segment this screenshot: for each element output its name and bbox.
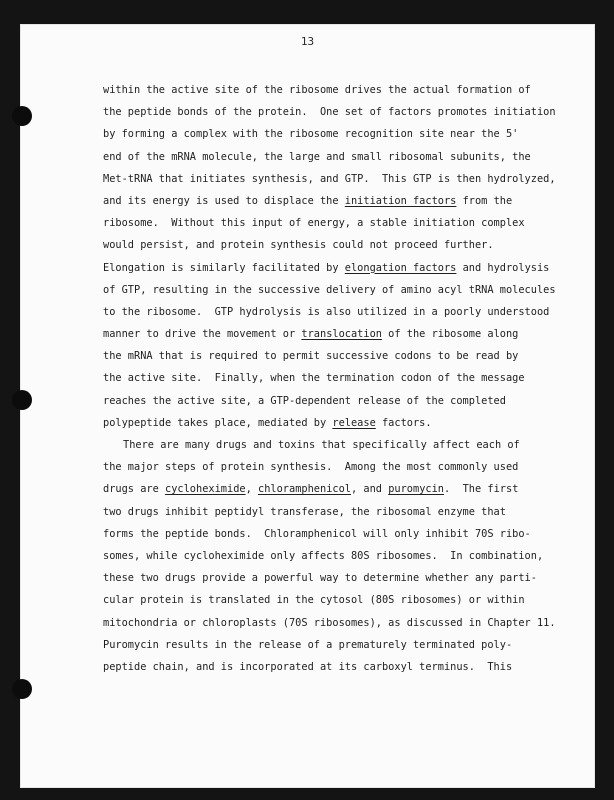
binder-hole [12, 106, 32, 126]
text-line [103, 190, 553, 212]
text-line: ribosome. Without this input of energy, a stable initiation complex [103, 217, 525, 230]
underlined-term: translocation [301, 328, 382, 341]
text-segment: factors. [375, 416, 432, 429]
text-line: these two drugs provide a powerful way to determine whether any parti- [103, 572, 537, 585]
binder-hole [12, 679, 32, 699]
text-segment: drugs are [103, 483, 165, 496]
text-line: somes, while cycloheximide only affects 80S ribosomes. In combination, [103, 549, 544, 562]
underlined-term: release [332, 416, 376, 429]
text-line: two drugs inhibit peptidyl transferase, the ribosomal enzyme that [103, 505, 506, 518]
text-segment: , [245, 483, 258, 496]
text-line: would persist, and protein synthesis could not proceed further. [103, 239, 494, 252]
page-number: 13 [300, 35, 315, 48]
underlined-term: elongation factors [344, 261, 457, 274]
text-segment: manner to drive the movement or [103, 328, 302, 341]
text-line: the major steps of protein synthesis. Among the most commonly used [103, 461, 519, 474]
text-line [103, 412, 553, 434]
text-segment: Elongation is similarly facilitated by [103, 261, 345, 274]
underlined-term: chloramphenicol [258, 483, 351, 496]
text-segment: polypeptide takes place, mediated by [103, 416, 333, 429]
text-line: cular protein is translated in the cytosol (80S ribosomes) or within [103, 594, 525, 607]
document-page [20, 24, 595, 788]
text-line [103, 323, 553, 345]
text-segment: of the ribosome along [381, 328, 519, 341]
text-segment: and hydrolysis [456, 261, 550, 274]
text-line: the mRNA that is required to permit successive codons to be read by [103, 350, 519, 363]
text-line: within the active site of the ribosome drives the actual formation of [103, 84, 531, 96]
text-segment: . The first [444, 483, 519, 496]
text-line: end of the mRNA molecule, the large and small ribosomal subunits, the [103, 150, 531, 163]
body-text [103, 79, 556, 678]
text-line: Puromycin results in the release of a prematurely terminated poly- [103, 638, 513, 651]
binder-hole [12, 390, 32, 410]
text-segment: and its energy is used to displace the [103, 194, 345, 207]
text-line: mitochondria or chloroplasts (70S ribosomes), as discussed in Chapter 11. [103, 616, 556, 629]
underlined-term: cycloheximide [165, 483, 246, 496]
underlined-term: initiation factors [344, 194, 457, 207]
text-line: the peptide bonds of the protein. One set of factors promotes initiation [103, 106, 556, 119]
paragraph-first-line: There are many drugs and toxins that specifically affect each of [123, 439, 520, 451]
text-line: the active site. Finally, when the termination codon of the message [103, 372, 525, 385]
text-line: peptide chain, and is incorporated at its carboxyl terminus. This [103, 660, 513, 673]
text-line: to the ribosome. GTP hydrolysis is also utilized in a poorly understood [103, 305, 550, 318]
underlined-term: puromycin [388, 483, 444, 496]
text-line: forms the peptide bonds. Chloramphenicol will only inhibit 70S ribo- [103, 527, 531, 540]
text-line: reaches the active site, a GTP-dependent release of the completed [103, 394, 506, 407]
text-line: of GTP, resulting in the successive delivery of amino acyl tRNA molecules [103, 283, 556, 296]
text-line [103, 478, 553, 500]
text-line: Met-tRNA that initiates synthesis, and GTP. This GTP is then hydrolyzed, [103, 172, 556, 185]
text-line [103, 257, 553, 279]
text-segment: , and [351, 483, 389, 496]
text-segment: from the [456, 194, 513, 207]
text-line: by forming a complex with the ribosome recognition site near the 5' [103, 128, 519, 141]
